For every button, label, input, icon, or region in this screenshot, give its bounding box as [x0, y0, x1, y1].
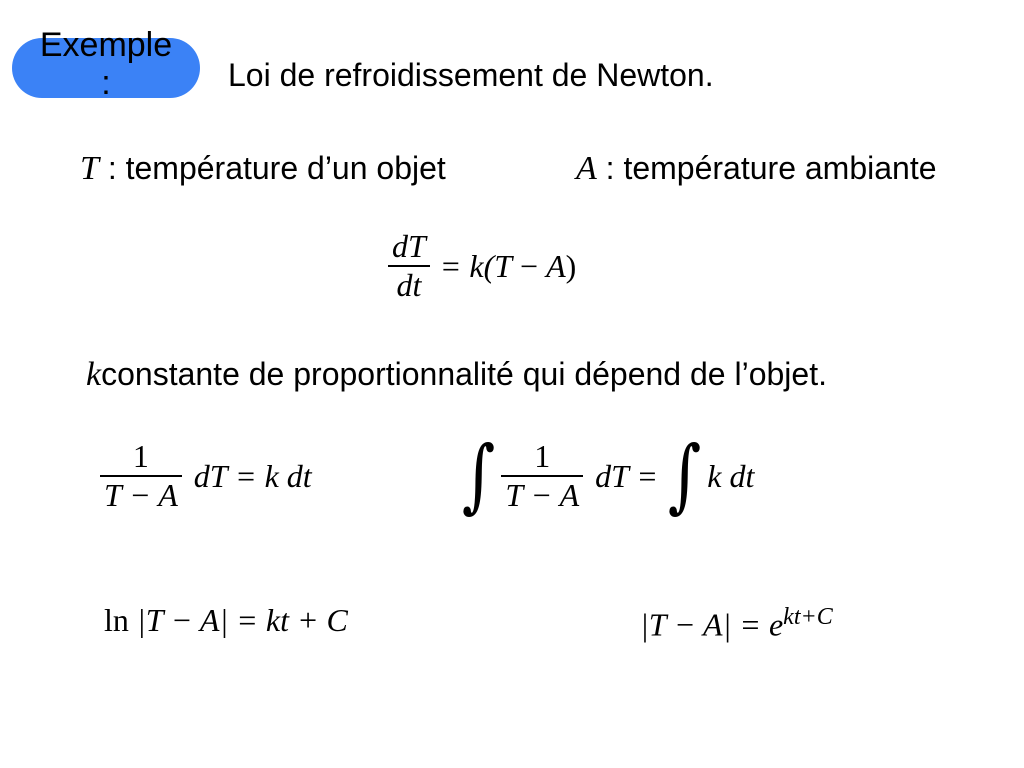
fraction-denominator: T − A — [501, 475, 583, 514]
equation-rhs-close: ) — [565, 247, 577, 284]
equation-log — [104, 602, 348, 639]
k-definition — [86, 356, 827, 394]
integral-sign-left: ∫ — [462, 429, 496, 523]
badge-line-2: : — [101, 64, 111, 102]
fraction-one-over-t-minus-a — [501, 438, 583, 514]
equation-rhs-minus: − — [512, 247, 547, 284]
definition-t-text: : température d’un objet — [98, 150, 446, 186]
equation-differential — [388, 228, 576, 304]
fraction-denominator: dt — [388, 265, 430, 304]
equation-separated-rest: dT = k dt — [193, 457, 312, 494]
equation-integral-rest: k dt — [707, 457, 755, 494]
definition-a — [576, 150, 937, 188]
fraction-numerator: 1 — [132, 438, 149, 474]
equation-rhs-k: = k( — [439, 247, 495, 284]
equation-separated — [100, 438, 312, 514]
fraction-dT-dt — [388, 228, 430, 304]
equation-exponential-base: |T − A| = e — [640, 606, 784, 643]
equation-integral-mid: dT = — [595, 457, 658, 494]
ln-operator: ln — [104, 602, 129, 638]
fraction-one-over-t-minus-a — [100, 438, 182, 514]
equation-exponent: kt+C — [783, 604, 833, 630]
symbol-k: k — [86, 356, 102, 393]
equation-rhs-a: A — [546, 247, 566, 284]
symbol-t: T — [80, 150, 99, 187]
equation-rhs-t: T — [494, 247, 513, 284]
equation-exponential — [640, 604, 833, 644]
integral-sign-right: ∫ — [667, 429, 702, 523]
equation-integral — [462, 429, 755, 523]
example-badge-label — [12, 26, 200, 102]
definition-a-text: : température ambiante — [596, 150, 937, 186]
fraction-denominator: T − A — [100, 475, 182, 514]
slide-title: Loi de refroidissement de Newton. — [228, 57, 714, 93]
k-definition-text: constante de proportionnalité qui dépend de l’objet. — [101, 356, 827, 392]
badge-line-1: Exemple — [39, 26, 173, 64]
definition-t — [80, 150, 446, 188]
fraction-numerator: dT — [392, 228, 426, 264]
equation-log-body: |T − A| = kt + C — [136, 602, 348, 638]
symbol-a: A — [576, 150, 597, 187]
fraction-numerator: 1 — [534, 438, 551, 474]
